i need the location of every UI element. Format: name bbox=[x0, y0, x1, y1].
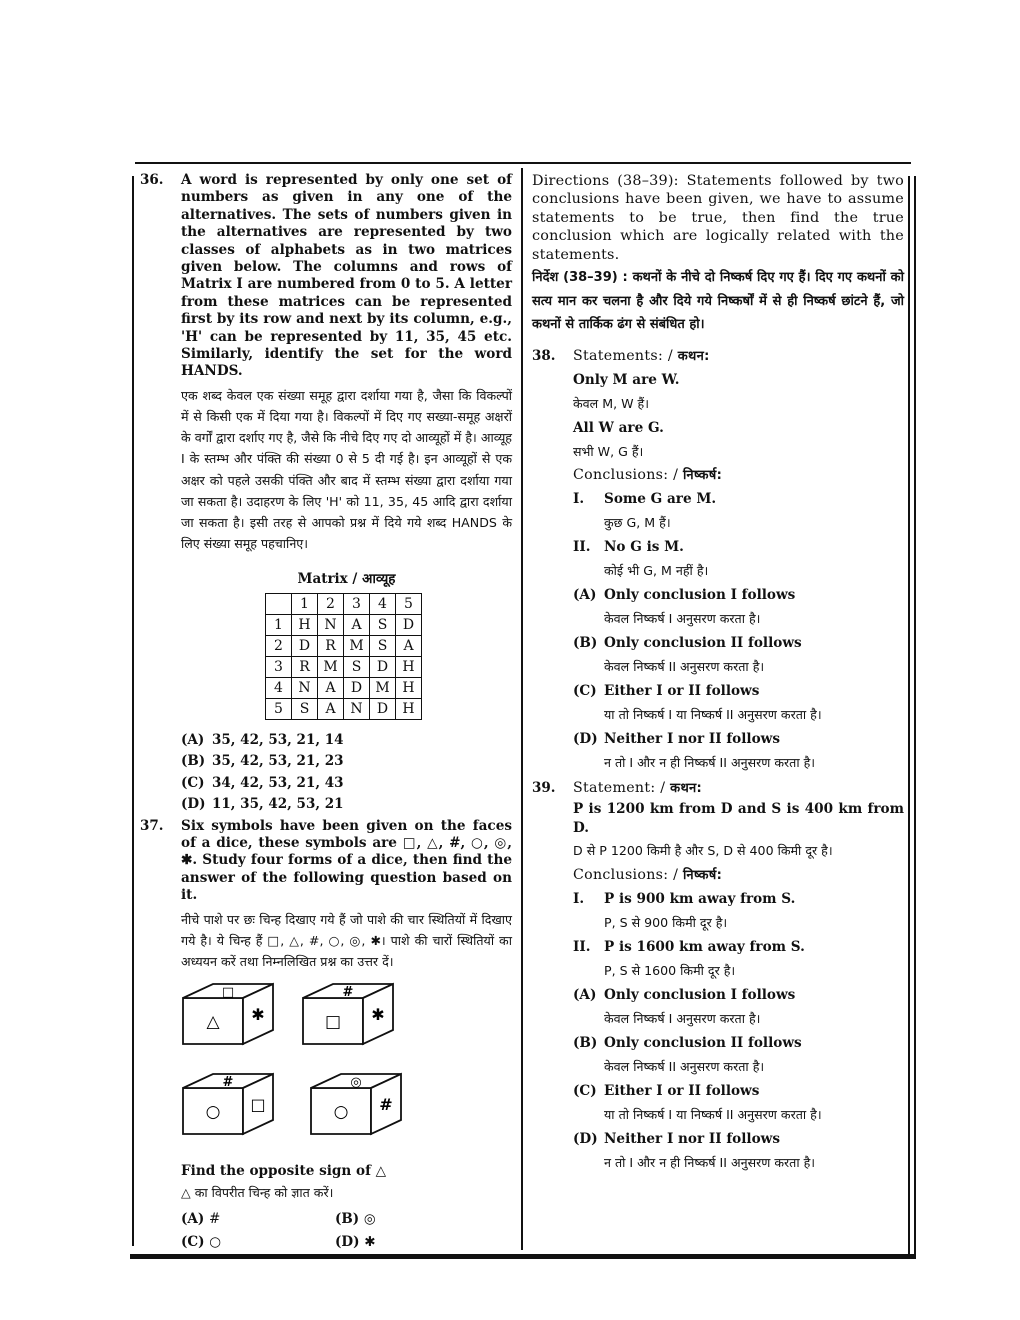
statements-list bbox=[573, 368, 904, 464]
option-text-en: Only conclusion II follows bbox=[604, 1034, 802, 1051]
conclusion-body bbox=[604, 887, 904, 935]
options-list bbox=[573, 983, 904, 1175]
matrix-cell: N bbox=[292, 677, 318, 698]
dice-front-symbol: □ bbox=[324, 1012, 342, 1033]
statement-en: Only M are W. bbox=[573, 371, 680, 388]
option-label: (A) bbox=[181, 731, 205, 748]
dice-side-symbol: ✱ bbox=[371, 1005, 385, 1025]
conclusion bbox=[573, 887, 904, 935]
conclusion-text-hi: P, S से 1600 किमी दूर है। bbox=[604, 962, 736, 978]
matrix-cell: S bbox=[370, 614, 396, 635]
option-text-hi: केवल निष्कर्ष I अनुसरण करता है। bbox=[604, 610, 761, 626]
matrix-cell: 1 bbox=[266, 614, 292, 635]
bottom-rule bbox=[130, 1254, 916, 1259]
option[interactable] bbox=[573, 983, 904, 1031]
option-body bbox=[604, 631, 904, 679]
option[interactable] bbox=[573, 583, 904, 631]
matrix-cell: A bbox=[396, 635, 422, 656]
conclusion-label: I. bbox=[573, 490, 585, 507]
option[interactable] bbox=[181, 794, 512, 816]
find-question-en: Find the opposite sign of △ bbox=[181, 1163, 387, 1180]
option-text: 35, 42, 53, 21, 23 bbox=[212, 753, 344, 769]
dice-side-symbol: ✱ bbox=[251, 1005, 265, 1025]
option[interactable] bbox=[573, 1127, 904, 1175]
option-body bbox=[604, 1079, 904, 1127]
option-symbol: # bbox=[208, 1211, 221, 1228]
option-label: (D) bbox=[573, 730, 598, 747]
option[interactable] bbox=[181, 1208, 335, 1231]
option-label: (B) bbox=[335, 1211, 364, 1228]
dice-figure bbox=[183, 984, 273, 1044]
matrix-cell: 4 bbox=[266, 677, 292, 698]
matrix-cell: S bbox=[370, 635, 396, 656]
letter-matrix bbox=[265, 593, 422, 720]
matrix-cell: M bbox=[344, 635, 370, 656]
question-number: 38. bbox=[532, 347, 556, 364]
statement-hi: केवल M, W हैं। bbox=[573, 395, 650, 411]
conclusion-label: II. bbox=[573, 538, 591, 555]
dice-figures bbox=[181, 980, 512, 1156]
find-question-hi: △ का विपरीत चिन्ह को ज्ञात करें। bbox=[181, 1185, 334, 1201]
dice-top-symbol: □ bbox=[221, 985, 235, 1001]
question-text-hi: एक शब्द केवल एक संख्या समूह द्वारा दर्शाया गया है, जैसा कि विकल्पों में से किसी एक में दिया गया है। विकल्पों में दिए गए सख्या-समूह अक्षरों के वर्गों द्वारा दर्शाए गए है, जैसे कि नीचे दिए गए दो आव्यूहों में है। आव्यूह I के स्तम्भ और पंक्ति की संख्या 0 से 5 दी गई है। इन आव्यूहों से एक अक्षर को पहले उसकी पंक्ति और बाद में स्तम्भ संख्या द्वारा दर्शाया गया जा सकता है। उदाहरण के लिए 'H' को 11, 35, 45 आदि द्वारा दर्शाया जा सकता है। इसी तरह से आपको प्रश्न में दिये गये शब्द HANDS के लिए संख्या समूह पहचानिए। bbox=[181, 387, 512, 552]
conclusion-body bbox=[604, 535, 904, 583]
matrix-col-header: 3 bbox=[344, 593, 370, 614]
matrix-row bbox=[266, 614, 422, 635]
dice-front-symbol: △ bbox=[206, 1012, 220, 1033]
option-label: (A) bbox=[181, 1211, 209, 1228]
statement-en: All W are G. bbox=[573, 419, 664, 436]
option-body bbox=[604, 1127, 904, 1175]
option-label: (D) bbox=[181, 796, 206, 812]
question-39 bbox=[532, 777, 904, 1175]
option-label: (C) bbox=[181, 774, 205, 791]
statement-en: P is 1200 km from D and S is 400 km from D. bbox=[573, 800, 904, 836]
option-text: 35, 42, 53, 21, 14 bbox=[212, 731, 344, 748]
matrix-cell: 3 bbox=[266, 656, 292, 677]
matrix-cell: R bbox=[318, 635, 344, 656]
conclusion-text-hi: कोई भी G, M नहीं है। bbox=[604, 562, 709, 578]
option-label: (C) bbox=[181, 1234, 210, 1251]
dice-svg bbox=[181, 980, 441, 1156]
question-38 bbox=[532, 345, 904, 775]
dice-side-symbol: □ bbox=[250, 1095, 266, 1115]
left-column bbox=[140, 172, 512, 1254]
option-label: (C) bbox=[573, 682, 597, 699]
option-body bbox=[604, 727, 904, 775]
option-text-hi: या तो निष्कर्ष I या निष्कर्ष II अनुसरण करता है। bbox=[604, 1106, 822, 1122]
matrix-cell: D bbox=[370, 698, 396, 719]
directions-en: Directions (38–39): Statements followed by two conclusions have been given, we have to assume statements to be true, then find the true conclusion which are logically related with the statements. bbox=[532, 173, 904, 263]
matrix-cell: D bbox=[344, 677, 370, 698]
option[interactable] bbox=[573, 1079, 904, 1127]
matrix-cell: D bbox=[292, 635, 318, 656]
option-text-en: Neither I nor II follows bbox=[604, 730, 780, 747]
matrix-cell: H bbox=[396, 677, 422, 698]
matrix-row bbox=[266, 698, 422, 719]
option[interactable] bbox=[335, 1208, 485, 1231]
matrix-col-header: 5 bbox=[396, 593, 422, 614]
question-37 bbox=[140, 818, 512, 1255]
matrix-col-header: 4 bbox=[370, 593, 396, 614]
matrix-col-header: 1 bbox=[292, 593, 318, 614]
option[interactable] bbox=[181, 773, 512, 795]
matrix-cell: A bbox=[318, 677, 344, 698]
option[interactable] bbox=[573, 1031, 904, 1079]
conclusions-label: Conclusions: / निष्कर्ष: bbox=[573, 866, 723, 883]
conclusion bbox=[573, 535, 904, 583]
dice-figure bbox=[183, 1074, 273, 1134]
conclusions-label: Conclusions: / निष्कर्ष: bbox=[573, 466, 723, 483]
matrix-cell: A bbox=[318, 698, 344, 719]
option-label: (D) bbox=[335, 1234, 365, 1251]
matrix-cell: N bbox=[344, 698, 370, 719]
question-text-en: Six symbols have been given on the faces of a dice, these symbols are □, △, #, ○, ◎, ✱. Study four forms of a dice, then find the answer of the following question based on it. bbox=[181, 817, 512, 904]
option-label: (A) bbox=[573, 586, 597, 603]
matrix-row bbox=[266, 677, 422, 698]
conclusion-body bbox=[604, 935, 904, 983]
question-number: 39. bbox=[532, 779, 556, 796]
option-label: (C) bbox=[573, 1082, 597, 1099]
option-text-en: Only conclusion I follows bbox=[604, 986, 796, 1003]
question-number: 37. bbox=[140, 817, 164, 834]
option-label: (B) bbox=[181, 753, 206, 769]
option[interactable] bbox=[573, 631, 904, 679]
option-label: (A) bbox=[573, 986, 597, 1003]
conclusion-text-hi: कुछ G, M हैं। bbox=[604, 514, 671, 530]
option-text: 34, 42, 53, 21, 43 bbox=[212, 774, 344, 791]
option-label: (B) bbox=[573, 634, 598, 651]
option-text: 11, 35, 42, 53, 21 bbox=[212, 796, 344, 812]
conclusion-text-hi: P, S से 900 किमी दूर है। bbox=[604, 914, 728, 930]
conclusion-label: I. bbox=[573, 890, 585, 907]
dice-top-symbol: # bbox=[342, 985, 354, 1001]
top-rule bbox=[135, 162, 911, 164]
matrix-cell: H bbox=[396, 698, 422, 719]
matrix-cell: N bbox=[318, 614, 344, 635]
question-number: 36. bbox=[140, 172, 164, 188]
conclusion-text-en: P is 900 km away from S. bbox=[604, 890, 796, 907]
right-rule-outer bbox=[914, 176, 916, 1254]
question-text-en: A word is represented by only one set of numbers as given in any one of the alternatives. The sets of numbers given in the alternatives are represented by two classes of alphabets as in two matrices given below. The columns and rows of Matrix I are numbered from 0 to 5. A letter from these matrices can be represented first by its row and next by its column, e.g., 'H' can be represented by 11, 35, 45 etc. Similarly, identify the set for the word HANDS. bbox=[181, 172, 512, 380]
option[interactable] bbox=[181, 730, 512, 752]
option[interactable] bbox=[573, 727, 904, 775]
dice-top-symbol: ◎ bbox=[350, 1075, 362, 1091]
dice-front-symbol: ○ bbox=[333, 1102, 349, 1123]
option-text-hi: केवल निष्कर्ष II अनुसरण करता है। bbox=[604, 1058, 765, 1074]
conclusion-text-en: P is 1600 km away from S. bbox=[604, 938, 805, 955]
statement-label: Statement: / कथन: bbox=[573, 779, 703, 796]
option-text-en: Either I or II follows bbox=[604, 682, 760, 699]
question-text-hi: नीचे पाशे पर छः चिन्ह दिखाए गये हैं जो पाशे की चार स्थितियों में दिखाए गये है। ये चिन्ह हैं □, △, #, ○, ◎, ✱। पाशे की चारों स्थितियों का अध्ययन करें तथा निम्नलिखित प्रश्न का उत्तर दें। bbox=[181, 911, 512, 969]
matrix-cell: 5 bbox=[266, 698, 292, 719]
conclusion-text-en: Some G are M. bbox=[604, 490, 717, 507]
statement-hi: D से P 1200 किमी है और S, D से 400 किमी दूर है। bbox=[573, 842, 833, 858]
option[interactable] bbox=[181, 751, 512, 773]
options-list bbox=[573, 583, 904, 775]
matrix-cell: D bbox=[396, 614, 422, 635]
conclusion bbox=[573, 487, 904, 535]
option-body bbox=[604, 983, 904, 1031]
matrix-header-row bbox=[266, 593, 422, 614]
matrix-cell: H bbox=[292, 614, 318, 635]
directions-hi: निर्देश (38–39) : कथनों के नीचे दो निष्कर्ष दिए गए हैं। दिए गए कथनों को सत्य मान कर चलना है और दिये गये निष्कर्षों में से ही निष्कर्ष छांटने हैं, जो कथनों से तार्किक ढंग से संबंधित हो। bbox=[532, 270, 904, 333]
conclusion bbox=[573, 935, 904, 983]
matrix-cell: S bbox=[292, 698, 318, 719]
option-body bbox=[604, 679, 904, 727]
option-label: (B) bbox=[573, 1034, 598, 1051]
column-divider bbox=[521, 168, 523, 1250]
matrix-cell: 2 bbox=[266, 635, 292, 656]
option-text-en: Only conclusion I follows bbox=[604, 586, 796, 603]
left-rule bbox=[132, 176, 134, 1246]
matrix-cell: M bbox=[318, 656, 344, 677]
matrix-title: Matrix / आव्यूह bbox=[297, 570, 396, 587]
conclusions-list bbox=[573, 487, 904, 583]
conclusion-body bbox=[604, 487, 904, 535]
option-body bbox=[604, 583, 904, 631]
conclusions-list bbox=[573, 887, 904, 983]
matrix-cell: R bbox=[292, 656, 318, 677]
matrix-row bbox=[266, 635, 422, 656]
option-body bbox=[604, 1031, 904, 1079]
option-label: (D) bbox=[573, 1130, 598, 1147]
question-36 bbox=[140, 172, 512, 816]
matrix-row bbox=[266, 656, 422, 677]
matrix-cell: H bbox=[396, 656, 422, 677]
right-column bbox=[532, 172, 904, 1175]
option-text-hi: न तो I और न ही निष्कर्ष II अनुसरण करता है। bbox=[604, 754, 816, 770]
options-grid bbox=[181, 1208, 512, 1254]
dice-figure bbox=[311, 1074, 401, 1134]
matrix-cell: A bbox=[344, 614, 370, 635]
option-text-en: Only conclusion II follows bbox=[604, 634, 802, 651]
matrix-cell: S bbox=[344, 656, 370, 677]
statements-label: Statements: / कथन: bbox=[573, 347, 710, 364]
option-text-hi: केवल निष्कर्ष I अनुसरण करता है। bbox=[604, 1010, 761, 1026]
option-text-en: Either I or II follows bbox=[604, 1082, 760, 1099]
option[interactable] bbox=[335, 1231, 485, 1254]
dice-figure bbox=[303, 984, 393, 1044]
matrix-col-header bbox=[266, 593, 292, 614]
option-text-en: Neither I nor II follows bbox=[604, 1130, 780, 1147]
conclusion-text-en: No G is M. bbox=[604, 538, 684, 555]
option-text-hi: या तो निष्कर्ष I या निष्कर्ष II अनुसरण करता है। bbox=[604, 706, 822, 722]
option-symbol: ◎ bbox=[363, 1211, 376, 1228]
statement-hi: सभी W, G हैं। bbox=[573, 443, 644, 459]
options-list bbox=[181, 730, 512, 816]
matrix-cell: M bbox=[370, 677, 396, 698]
option-text-hi: न तो I और न ही निष्कर्ष II अनुसरण करता है। bbox=[604, 1154, 816, 1170]
matrix-cell: D bbox=[370, 656, 396, 677]
option-symbol: ✱ bbox=[364, 1234, 376, 1251]
dice-side-symbol: # bbox=[379, 1095, 393, 1115]
option-text-hi: केवल निष्कर्ष II अनुसरण करता है। bbox=[604, 658, 765, 674]
dice-front-symbol: ○ bbox=[205, 1102, 221, 1123]
dice-top-symbol: # bbox=[222, 1075, 234, 1091]
option[interactable] bbox=[181, 1231, 335, 1254]
conclusion-label: II. bbox=[573, 938, 591, 955]
matrix-col-header: 2 bbox=[318, 593, 344, 614]
option[interactable] bbox=[573, 679, 904, 727]
option-symbol: ○ bbox=[209, 1234, 222, 1251]
right-rule bbox=[908, 176, 910, 1254]
